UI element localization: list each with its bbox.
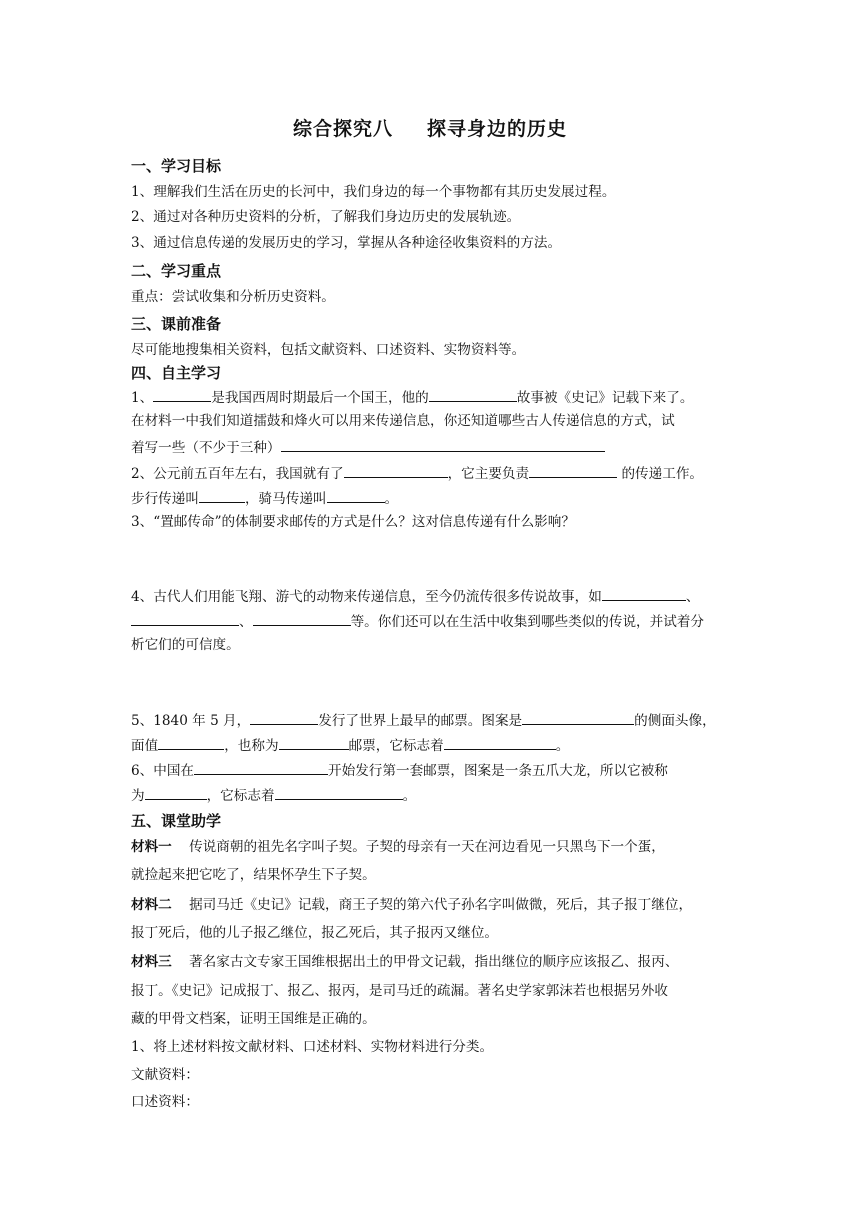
section-heading-self-study: 四、自主学习 (131, 364, 222, 382)
question-4-line-1: 4、古代人们用能飞翔、游弋的动物来传递信息，至今仍流传很多传说故事，如 、 (131, 586, 735, 606)
blank[interactable] (253, 611, 351, 626)
question-2-line-1: 2、公元前五百年左右，我国就有了 ，它主要负责 的传递工作。 (131, 463, 735, 483)
section-heading-goals: 一、学习目标 (131, 157, 222, 175)
blank[interactable] (158, 735, 224, 750)
question-5-line-2: 面值 ，也称为 邮票，它标志着 。 (131, 735, 735, 755)
blank[interactable] (522, 710, 634, 725)
question-3: 3、“置邮传命”的体制要求邮传的方式是什么？这对信息传递有什么影响？ (131, 514, 575, 530)
goal-item: 1、理解我们生活在历史的长河中，我们身边的每一个事物都有其历史发展过程。 (131, 184, 616, 200)
blank[interactable] (131, 611, 239, 626)
question-2-line-2: 步行传递叫 ，骑马传递叫 。 (131, 488, 735, 508)
blank[interactable] (281, 437, 605, 452)
material-label: 材料二 (131, 897, 172, 913)
blank[interactable] (275, 785, 403, 800)
material-label: 材料一 (131, 839, 172, 855)
blank[interactable] (145, 785, 207, 800)
blank[interactable] (199, 488, 245, 503)
documentary-sources-label: 文献资料： (131, 1067, 199, 1083)
material-3-line-1: 材料三 著名家古文专家王国维根据出土的甲骨文记载，指出继位的顺序应该报乙、报丙、 (131, 954, 679, 970)
section-heading-focus: 二、学习重点 (131, 262, 222, 280)
blank[interactable] (153, 387, 211, 402)
goal-item: 2、通过对各种历史资料的分析，了解我们身边历史的发展轨迹。 (131, 209, 521, 225)
question-4-line-2: 、 等。你们还可以在生活中收集到哪些类似的传说，并试着分 (131, 611, 735, 631)
blank[interactable] (602, 586, 686, 601)
material-2-line-1: 材料二 据司马迁《史记》记载，商王子契的第六代子孙名字叫做微，死后，其子报丁继位， (131, 897, 693, 913)
question-5-line-1: 5、1840 年 5 月， 发行了世界上最早的邮票。图案是 的侧面头像， (131, 710, 735, 730)
question-6-line-2: 为 ，它标志着 。 (131, 785, 735, 805)
material-1-line-1: 材料一 传说商朝的祖先名字叫子契。子契的母亲有一天在河边看见一只黑鸟下一个蛋， (131, 839, 665, 855)
blank[interactable] (529, 463, 617, 478)
title-left: 综合探究八 (292, 118, 393, 140)
question-4-line-3: 析它们的可信度。 (131, 637, 240, 653)
material-3-line-3: 藏的甲骨文档案，证明王国维是正确的。 (131, 1011, 376, 1027)
question-6-line-1: 6、中国在 开始发行第一套邮票，图案是一条五爪大龙，所以它被称 (131, 760, 735, 780)
blank[interactable] (444, 735, 556, 750)
question-1-line-2: 在材料一中我们知道擂鼓和烽火可以用来传递信息，你还知道哪些古人传递信息的方式，试 (131, 413, 675, 429)
blank[interactable] (279, 735, 349, 750)
material-1-line-2: 就捡起来把它吃了，结果怀孕生下子契。 (131, 867, 376, 883)
question-1-line-1: 1、 是我国西周时期最后一个国王，他的 故事被《史记》记载下来了。 (131, 387, 735, 407)
blank[interactable] (429, 387, 517, 402)
focus-text: 重点：尝试收集和分析历史资料。 (131, 289, 335, 305)
material-2-line-2: 报丁死后，他的儿子报乙继位，报乙死后，其子报丙又继位。 (131, 925, 499, 941)
blank[interactable] (327, 488, 385, 503)
title-right: 探寻身边的历史 (427, 118, 568, 140)
section-heading-class-help: 五、课堂助学 (131, 812, 222, 830)
blank[interactable] (344, 463, 448, 478)
class-question-1: 1、将上述材料按文献材料、口述材料、实物材料进行分类。 (131, 1039, 494, 1055)
blank[interactable] (194, 760, 328, 775)
prep-text: 尽可能地搜集相关资料，包括文献资料、口述资料、实物资料等。 (131, 342, 526, 358)
goal-item: 3、通过信息传递的发展历史的学习，掌握从各种途径收集资料的方法。 (131, 235, 562, 251)
oral-sources-label: 口述资料： (131, 1094, 199, 1110)
section-heading-prep: 三、课前准备 (131, 315, 222, 333)
blank[interactable] (250, 710, 318, 725)
material-3-line-2: 报丁。《史记》记成报丁、报乙、报丙，是司马迁的疏漏。著名史学家郭沫若也根据另外收 (131, 983, 668, 999)
question-1-line-3: 着写一些（不少于三种） (131, 437, 735, 457)
page-title (0, 114, 860, 141)
material-label: 材料三 (131, 954, 172, 970)
